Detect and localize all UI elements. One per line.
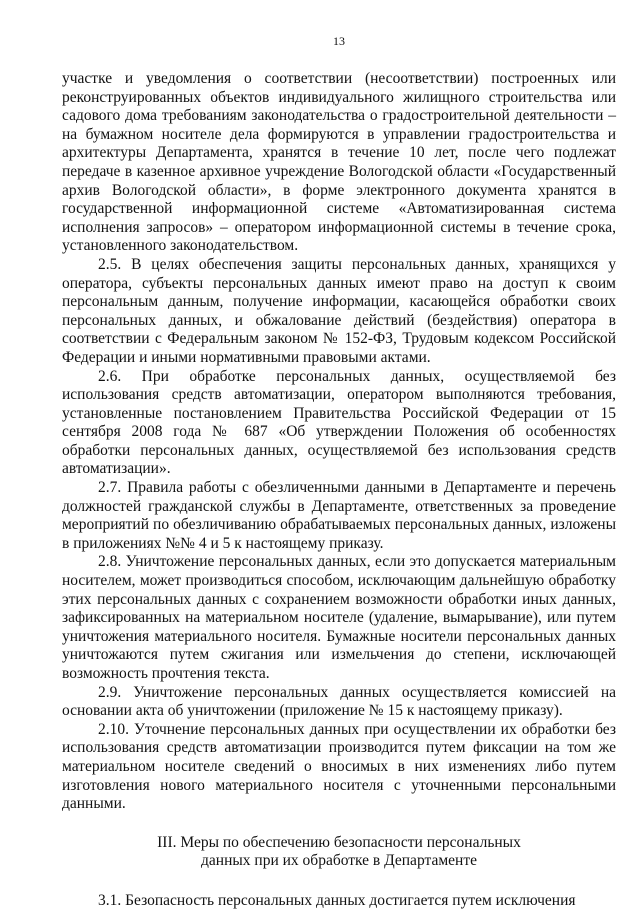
page-number: 13: [333, 34, 345, 48]
paragraph-3-1: 3.1. Безопасность персональных данных достигается путем исключения: [98, 891, 576, 909]
section-heading: [62, 834, 616, 871]
section-heading-line-2: данных при их обработке в Департаменте: [201, 852, 477, 870]
paragraph-2-8: 2.8. Уничтожение персональных данных, если это допускается материальным носителем, может производиться способом, исключающим дальнейшую обработку этих персональных данных с сохранением возможности обработки иных данных, зафиксированных на материальном носителе (удаление, вымарывание), или путем уничтожения материального носителя. Бумажные носители персональных данных уничтожаются путем сжигания или измельчения до степени, исключающей возможность прочтения текста.: [62, 553, 616, 682]
paragraph-2-9: 2.9. Уничтожение персональных данных осуществляется комиссией на основании акта об уничтожении (приложение № 15 к настоящему приказу).: [62, 683, 616, 720]
section-heading-line-1: III. Меры по обеспечению безопасности персональных: [157, 833, 521, 851]
paragraph-2-6: 2.6. При обработке персональных данных, осуществляемой без использования средств автоматизации, оператором выполняются требования, установленные постановлением Правительства Российской Федерации от 15 сентября 2008 года № 687 «Об утверждении Положения об особенностях обработки персональных данных, осуществляемой без использования средств автоматизации».: [62, 367, 616, 478]
document-page: [62, 0, 616, 909]
document-body: [62, 70, 616, 911]
paragraph-continuation: участке и уведомления о соответствии (несоответствии) построенных или реконструированных объектов индивидуального жилищного строительства или садового дома требованиям законодательства о градостроительной деятельности – на бумажном носителе дела формируются в управлении градостроительства и архитектуры Департамента, хранятся в течение 10 лет, после чего подлежат передаче в казенное архивное учреждение Вологодской области «Государственный архив Вологодской области», в форме электронного документа хранятся в государственной информационной системе «Автоматизированная система исполнения запросов» – оператором информационной системы в течение срока, установленного законодательством.: [62, 70, 616, 255]
paragraph-2-10: 2.10. Уточнение персональных данных при осуществлении их обработки без использования средств автоматизации производится путем фиксации на том же материальном носителе сведений о вносимых в них изменениях либо путем изготовления нового материального носителя с уточненными персональными данными.: [62, 720, 616, 813]
paragraph-2-7: 2.7. Правила работы с обезличенными данными в Департаменте и перечень должностей гражданской службы в Департаменте, ответственных за проведение мероприятий по обезличиванию обрабатываемых персональных данных, изложены в приложениях №№ 4 и 5 к настоящему приказу.: [62, 479, 616, 552]
paragraph-2-5: 2.5. В целях обеспечения защиты персональных данных, хранящихся у оператора, субъекты персональных данных имеют право на доступ к своим персональным данным, получение информации, касающейся обработки своих персональных данных, и обжалование действий (бездействия) оператора в соответствии с Федеральным законом № 152-ФЗ, Трудовым кодексом Российской Федерации и иными нормативными правовыми актами.: [62, 255, 616, 366]
